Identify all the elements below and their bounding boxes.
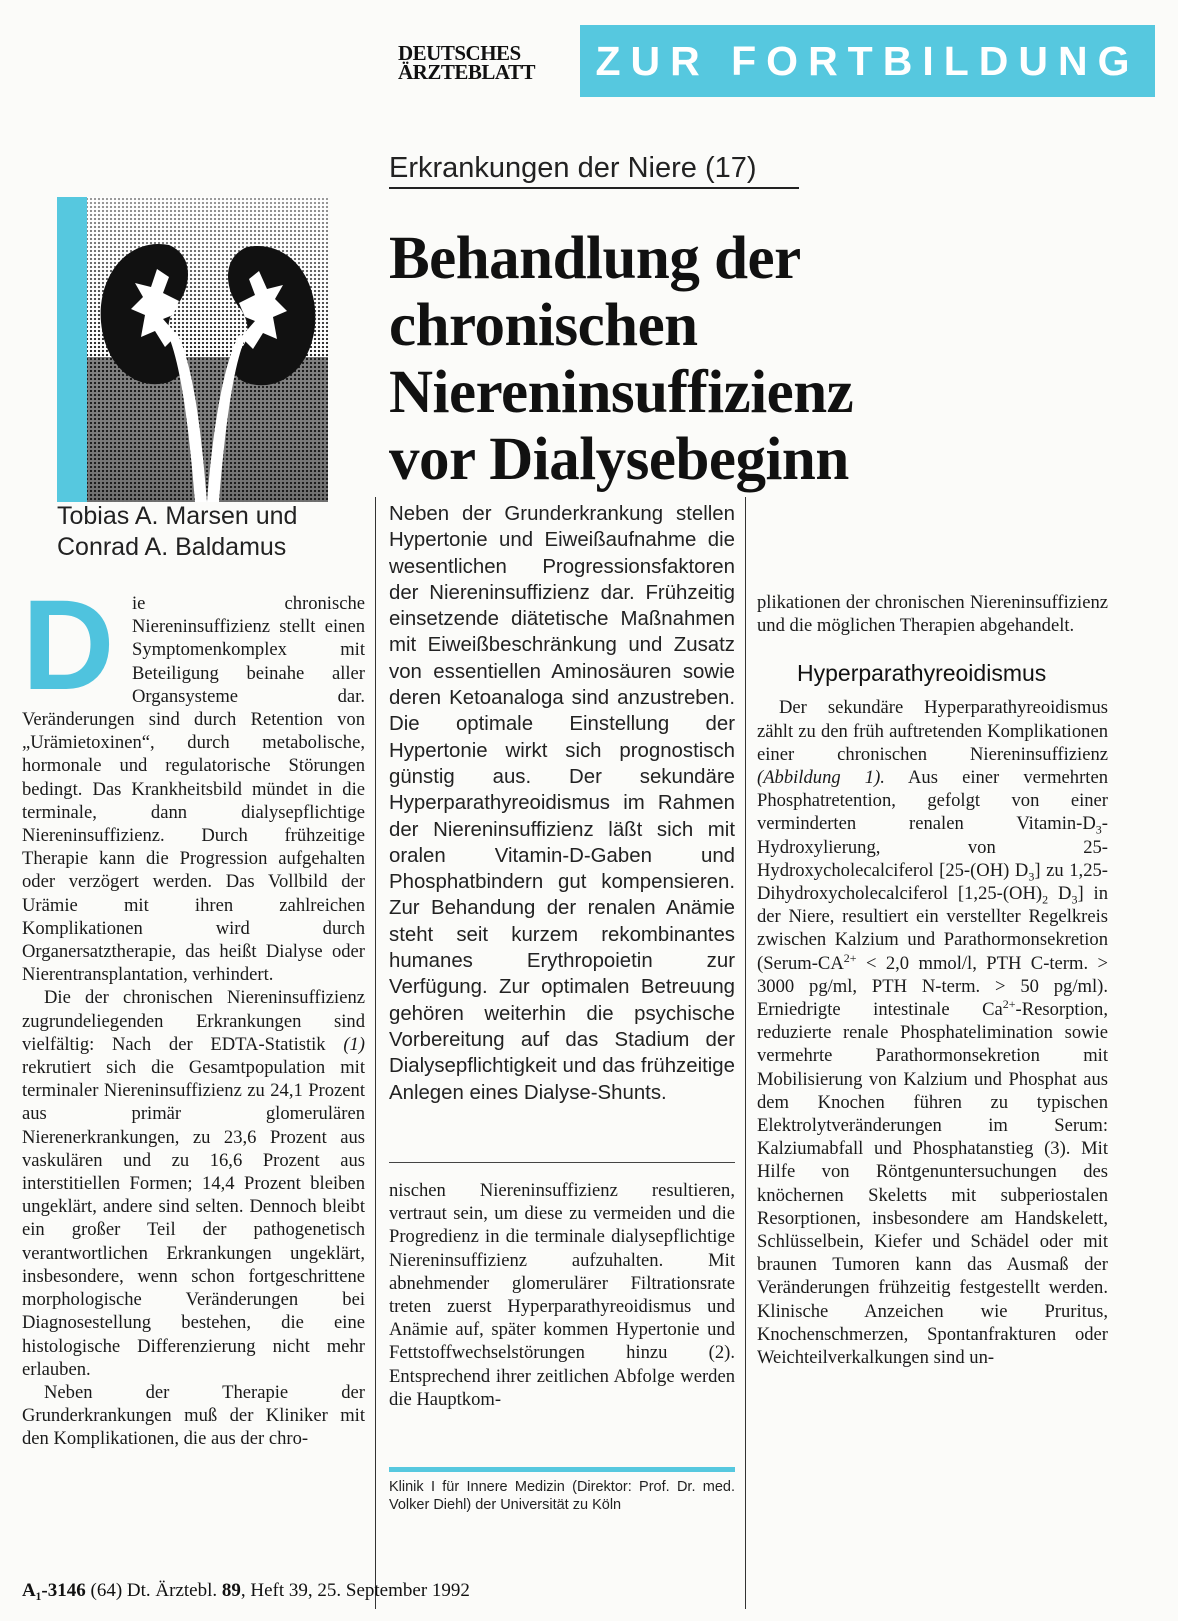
superscript: 2+ [1002,996,1016,1011]
column-rule [745,497,746,1609]
masthead-line1: DEUTSCHES [398,41,521,65]
series-label: Erkrankungen der Niere (17) [389,152,799,189]
section-heading: Hyperparathyreoidismus [797,660,1047,687]
title-line4: vor Dialysebeginn [389,426,849,493]
text-run: ] in der Niere, resultiert ein verstellter Regelkreis zwischen Kalzium und Parathormonsekretion (Serum-CA [757,883,1108,974]
body-column-1 [22,574,365,1451]
footer-text: , Heft 39, 25. September 1992 [240,1580,470,1601]
masthead-logo [398,41,559,84]
text-run: Der sekundäre Hyperparathyreoidismus zählt zu den früh auftretenden Komplikationen einer chronischen Niereninsuffizienz [757,697,1108,765]
footer-text: (64) Dt. Ärztebl. [85,1580,222,1601]
page-number: A₁-3146 [22,1580,86,1601]
abstract-separator [389,1162,735,1163]
subscript: 2 [1042,892,1049,907]
paragraph [22,986,365,1380]
page-footer [22,1580,722,1602]
text-run: -Resorption, reduzierte renale Phosphatelimination sowie vermehrte Parathormonsekretion mit Mobilisierung von Kalzium und Phosphat aus dem Knochen führen zu typischen Elektrolytveränderungen im Serum: Kalziumabfall und Phosphatanstieg (3). Mit Hilfe von Röntgenuntersuchungen des knöchernen Skeletts mit subperiostalen Resorptionen, insbesondere am Handskelett, Schlüsselbein, Kiefer und Schädel oder mit braunen Tumoren kann das Ausmaß der Veränderungen frühzeitig festgestellt werden. Klinische Anzeichen wie Pruritus, Knochenschmerzen, Spontanfrakturen oder Weichteilverkalkungen sind un- [757,999,1108,1369]
paragraph: ie chronische Niereninsuffizienz stellt einen Symptomenkomplex mit Beteiligung beinahe aller Organsysteme dar. Veränderungen sind durch Retention von „Urämietoxinen“, durch metabolische, hormonale und regulatorische Störungen bedingt. Das Krankheitsbild mündet in die terminale, dann dialysepflichtige Niereninsuffizienz. Durch frühzeitige Therapie kann die Progression aufgehalten oder verzögert werden. Das Vollbild der Urämie mit ihren zahlreichen Komplikationen wird durch Organersatztherapie, das heißt Dialyse oder Nierentransplantation, verhindert. [22,593,365,986]
paragraph: plikationen der chronischen Niereninsuffizienz und die möglichen Therapien abgehandelt. [757,592,1108,637]
affiliation-bar [389,1467,735,1472]
title-line3: Niereninsuffizienz [389,359,854,426]
superscript: 2+ [843,950,857,965]
paragraph: nischen Niereninsuffizienz resultieren, vertraut sein, um diese zu vermeiden und die Progredienz in die terminale dialysepflichtige Niereninsuffizienz aufzuhalten. Mit abnehmender glomerulärer Filtrationsrate treten zuerst Hyperparathyreoidismus und Anämie auf, später kommen Hypertonie und Fettstoffwechselstörungen hinzu (2). Entsprechend ihrer zeitlichen Abfolge werden die Hauptkom- [389,1180,735,1410]
banner-label: ZUR FORTBILDUNG [595,37,1140,84]
title-line2: chronischen [389,292,698,359]
body-column-3 [757,591,1108,1369]
reference: (Abbildung 1). [757,767,885,789]
author-line2: Conrad A. Baldamus [57,533,287,561]
body-column-2 [389,1179,735,1411]
column-rule [375,497,376,1609]
text-run: ] zu 1,25-Dihydroxycholecalciferol [1,25-(OH) [757,859,1108,905]
subscript: 3 [1095,823,1102,838]
title-line1: Behandlung der [389,225,801,292]
text-run: D [1048,883,1072,905]
subscript: 3 [1028,869,1035,884]
affiliation-note: Klinik I für Innere Medizin (Direktor: Prof. Dr. med. Volker Diehl) der Universität zu Köln [389,1479,735,1513]
text-run: < 2,0 mmol/l, PTH C-term. > 3000 pg/ml, PTH N-term. > 50 pg/ml). Erniedrigte intestinale Ca [757,952,1108,1021]
drop-cap: D [22,574,115,717]
authors [57,501,377,563]
text-run: -Hydroxylierung, von 25-Hydroxycholecalciferol [25-(OH) D [757,813,1108,881]
kidney-illustration [57,197,328,502]
masthead-line2: ÄRZTEBLATT [398,60,535,84]
article-title [389,225,1149,493]
text-run: rekrutiert sich die Gesamtpopulation mit terminaler Niereninsuffizienz zu 24,1 Prozent aus primär glomerulären Nierenerkrankungen, zu 23,6 Prozent aus vaskulären und zu 16,6 Prozent aus interstitiellen Formen; 14,4 Prozent bleiben ungeklärt, andere sind selten. Dennoch bleibt ein großer Teil der pathogenetisch verantwortlichen Erkrankungen ungeklärt, insbesondere, wenn schon fortgeschrittene morphologische Veränderungen bei Diagnosestellung bestehen, die eine histologische Differenzierung nicht mehr erlauben. [22,1057,365,1380]
paragraph: Neben der Therapie der Grunderkrankungen muß der Kliniker mit den Komplikationen, die aus der chro- [22,1381,365,1450]
abstract: Neben der Grunderkrankung stellen Hypertonie und Eiweißaufnahme die wesentlichen Progressionsfaktoren der Niereninsuffizienz dar. Frühzeitig einsetzende diätetische Maßnahmen mit Eiweißbeschränkung und Zusatz von essentiellen Aminosäuren sowie deren Ketoanaloga sind anzustreben. Die optimale Einstellung der Hypertonie wirkt sich prognostisch günstig aus. Der sekundäre Hyperparathyreoidismus im Rahmen der Niereninsuffizienz läßt sich mit oralen Vitamin-D-Gaben und Phosphatbindern gut kompensieren. Zur Behandung der renalen Anämie steht seit kurzem rekombinantes humanes Erythropoietin zur Verfügung. Zur optimalen Betreuung gehören weiterhin die psychische Vorbereitung auf das Stadium der Dialysepflichtigkeit und das frühzeitige Anlegen eines Dialyse-Shunts. [389,503,735,1104]
author-line1: Tobias A. Marsen und [57,502,298,530]
subscript: 3 [1071,892,1078,907]
text-run: Die der chronischen Niereninsuffizienz zugrundeliegenden Erkrankungen sind vielfältig: Nach der EDTA-Statistik [22,987,365,1055]
text-run: Aus einer vermehrten Phosphatretention, gefolgt von einer verminderten renalen Vitamin-D [757,767,1109,835]
reference: (1) [343,1033,365,1055]
section-banner [580,25,1155,97]
volume-number: 89 [221,1580,241,1601]
paragraph [757,696,1108,1369]
